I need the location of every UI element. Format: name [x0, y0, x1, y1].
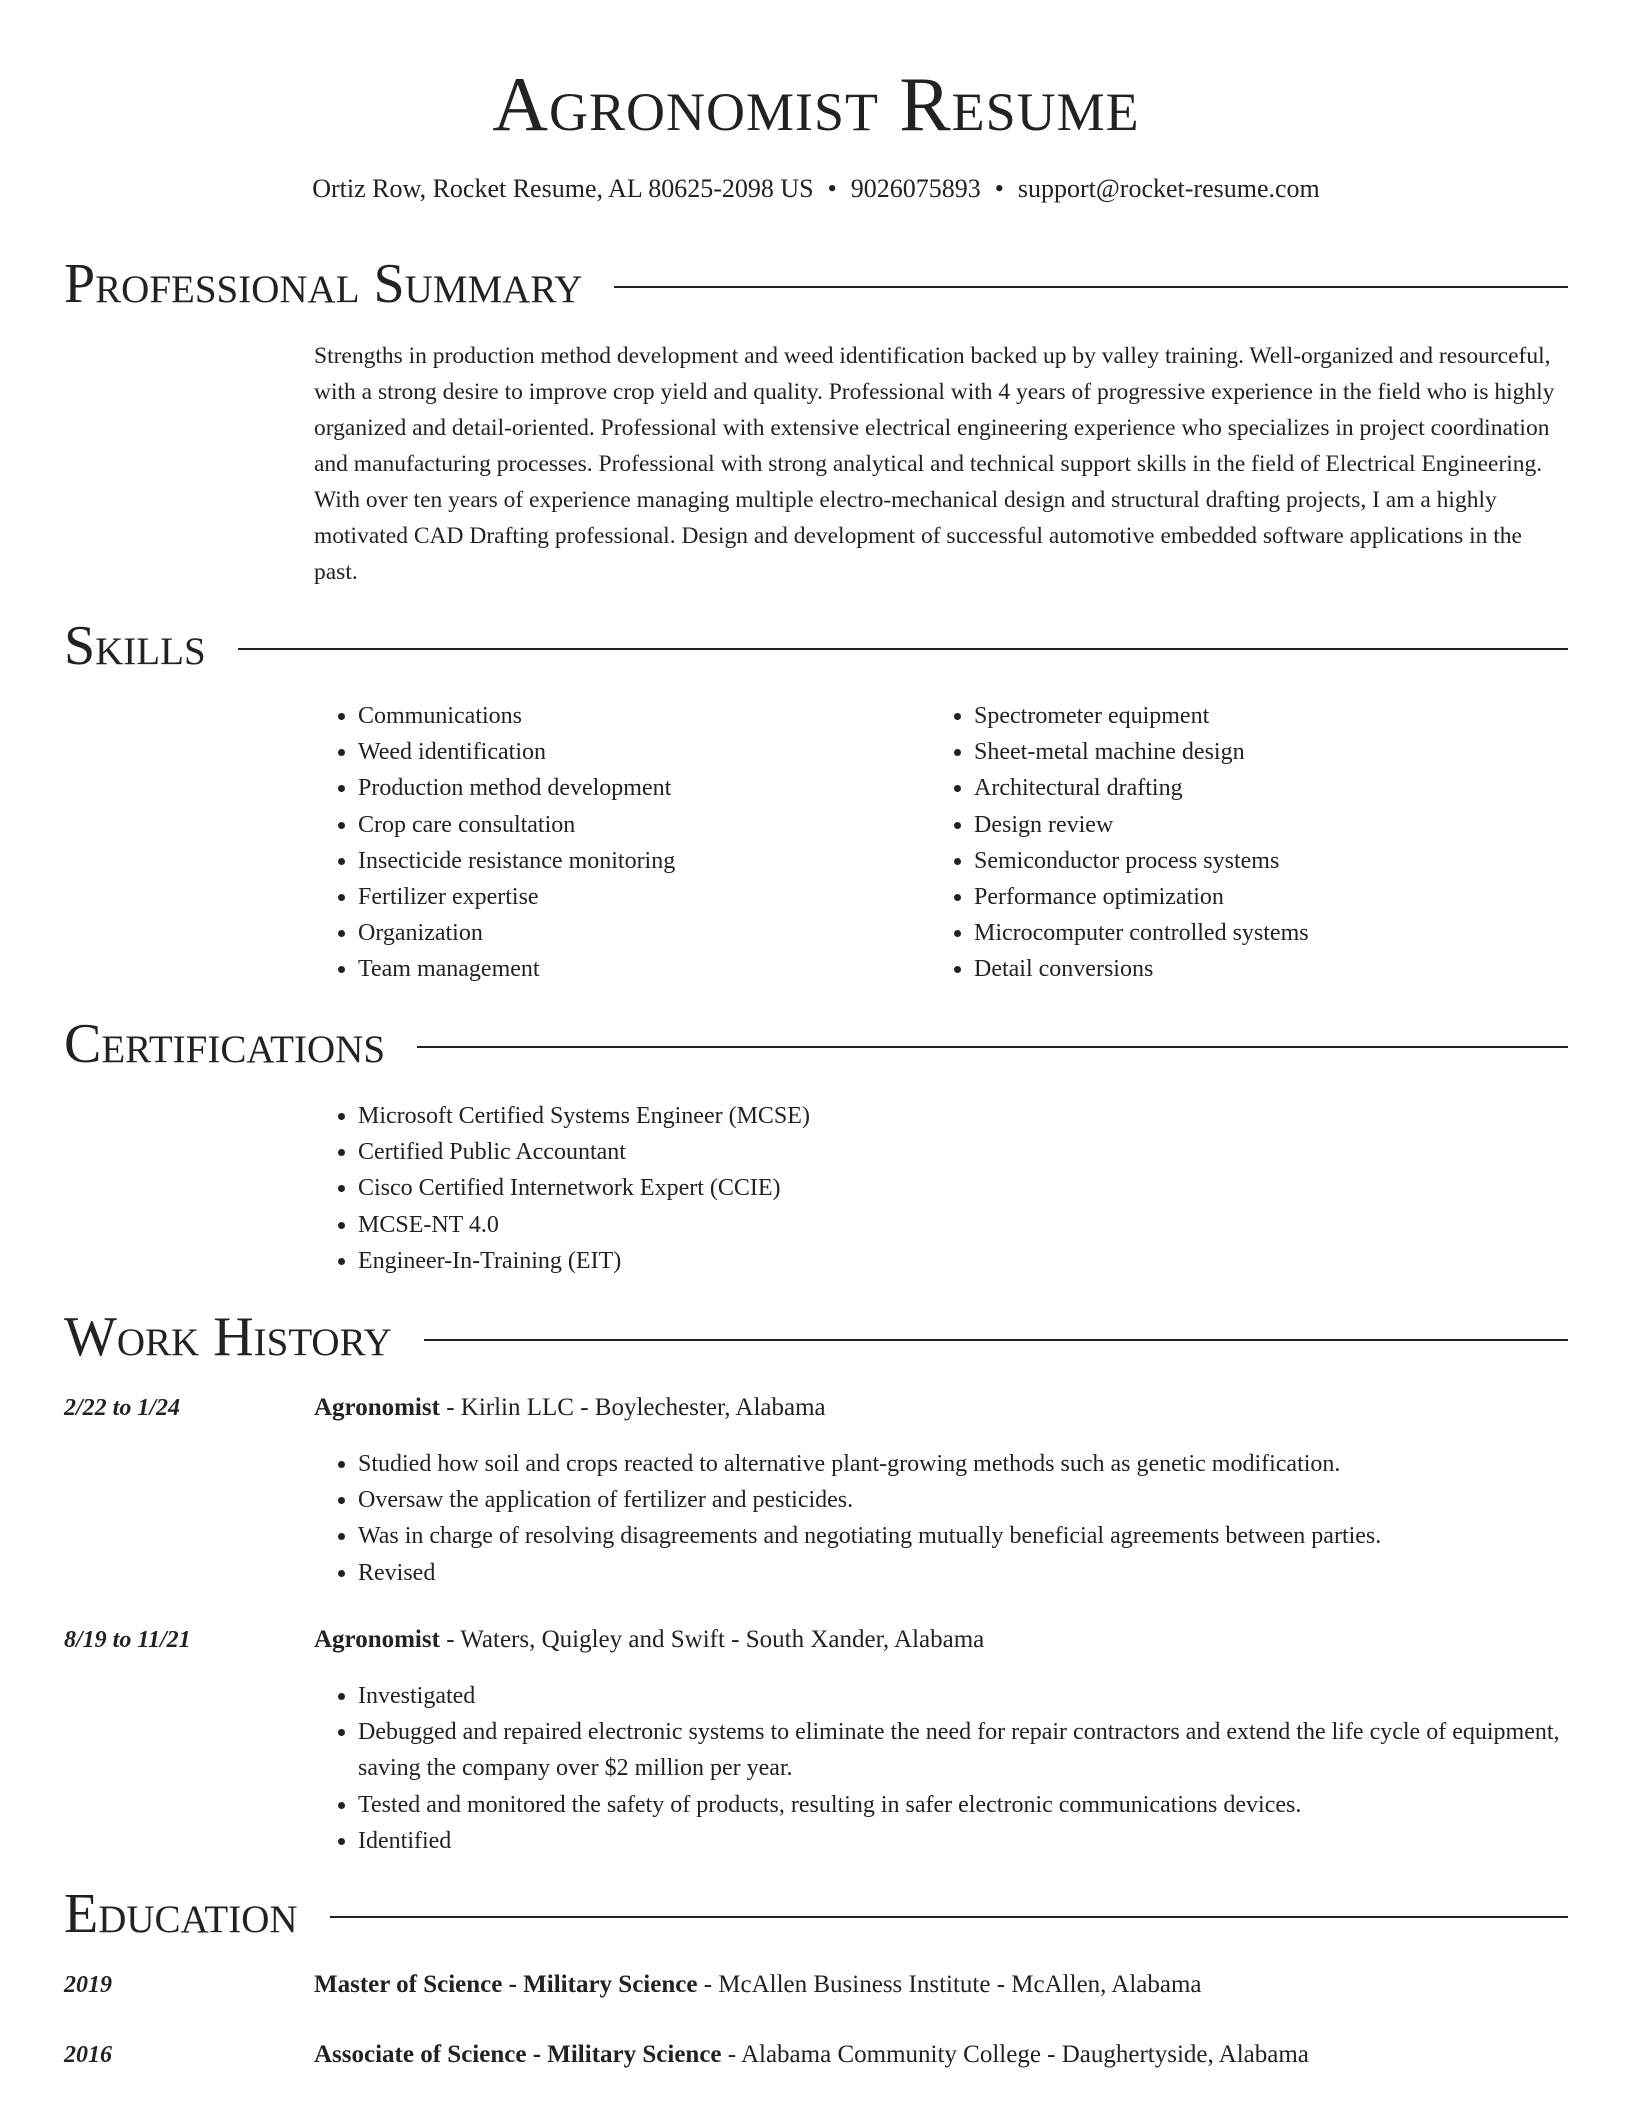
job-bullet: • Oversaw the application of fertilizer and pesticides. [358, 1482, 1568, 1518]
job-title-line [314, 1626, 984, 1654]
skills-left-column [314, 698, 914, 988]
certification-item: • Engineer-In-Training (EIT) [358, 1243, 1568, 1279]
certification-item: • Cisco Certified Internetwork Expert (CCIE) [358, 1170, 1568, 1206]
education-year: 2019 [64, 1972, 112, 1998]
certification-item: • Microsoft Certified Systems Engineer (MCSE) [358, 1098, 1568, 1134]
section-divider [330, 1916, 1568, 1918]
contact-address: Ortiz Row, Rocket Resume, AL 80625-2098 US [312, 174, 814, 203]
contact-separator: • [827, 174, 837, 203]
skills-heading: Skills [64, 615, 206, 677]
skill-item: • Fertilizer expertise [358, 879, 914, 915]
education-year: 2016 [64, 2042, 112, 2068]
job-dates: 8/19 to 11/21 [64, 1627, 191, 1653]
job-dates: 2/22 to 1/24 [64, 1395, 181, 1421]
work-section-header [64, 1305, 1568, 1369]
job-title-line [314, 1394, 826, 1422]
certification-item: • MCSE-NT 4.0 [358, 1207, 1568, 1243]
skill-item: • Spectrometer equipment [974, 698, 1530, 734]
education-entry [314, 1971, 1202, 1999]
skill-item: • Microcomputer controlled systems [974, 915, 1530, 951]
section-divider [424, 1339, 1568, 1341]
work-heading: Work History [64, 1306, 392, 1368]
education-degree: Master of Science - Military Science [314, 1971, 698, 1998]
section-divider [238, 648, 1568, 650]
job-title: Agronomist [314, 1394, 440, 1421]
contact-email: support@rocket-resume.com [1017, 174, 1320, 203]
summary-section-header [64, 252, 1568, 316]
skill-item: • Design review [974, 807, 1530, 843]
section-divider [417, 1046, 1568, 1048]
job-bullets [314, 1678, 1568, 1859]
skill-item: • Sheet-metal machine design [974, 734, 1530, 770]
skill-item: • Team management [358, 951, 914, 987]
job-bullet: • Was in charge of resolving disagreements and negotiating mutually beneficial agreements between parties. [358, 1518, 1568, 1554]
skill-item: • Crop care consultation [358, 807, 914, 843]
resume-page [64, 0, 1568, 2112]
summary-text: Strengths in production method development and weed identification backed up by valley training. Well-organized and resourceful, with a strong desire to improve crop yield and quality. Professional with 4 years of progressive experience in the field who is highly organized and detail-oriented. Professional with extensive electrical engineering experience who specializes in project coordination and manufacturing processes. Professional with strong analytical and technical support skills in the field of Electrical Engineering. With over ten years of experience managing multiple electro-mechanical design and structural drafting projects, I am a highly motivated CAD Drafting professional. Design and development of successful automotive embedded software applications in the past. [314, 343, 1555, 585]
skill-item: • Insecticide resistance monitoring [358, 843, 914, 879]
education-section-header [64, 1882, 1568, 1946]
contact-phone: 9026075893 [850, 174, 981, 203]
job-bullets [314, 1446, 1568, 1591]
job-bullet: • Studied how soil and crops reacted to alternative plant-growing methods such as genetic modification. [358, 1446, 1568, 1482]
job-bullet: • Identified [358, 1823, 1568, 1859]
skill-item: • Organization [358, 915, 914, 951]
skill-item: • Performance optimization [974, 879, 1530, 915]
certifications-heading: Certifications [64, 1013, 386, 1075]
certifications-list [314, 1098, 1568, 1279]
summary-heading: Professional Summary [64, 253, 583, 315]
job-title: Agronomist [314, 1626, 440, 1653]
skill-item: • Production method development [358, 770, 914, 806]
skill-item: • Communications [358, 698, 914, 734]
job-employer: - Kirlin LLC - Boylechester, Alabama [439, 1394, 826, 1421]
contact-line [64, 174, 1568, 204]
skills-section-header [64, 614, 1568, 678]
section-divider [614, 286, 1568, 288]
job-bullet: • Investigated [358, 1678, 1568, 1714]
resume-title: Agronomist Resume [492, 61, 1140, 147]
job-employer: - Waters, Quigley and Swift - South Xander, Alabama [439, 1626, 985, 1653]
education-school: - McAllen Business Institute - McAllen, Alabama [697, 1971, 1202, 1998]
certification-item: • Certified Public Accountant [358, 1134, 1568, 1170]
job-bullet: • Debugged and repaired electronic systems to eliminate the need for repair contractors and extend the life cycle of equipment, saving the company over $2 million per year. [358, 1714, 1568, 1786]
contact-separator: • [994, 174, 1004, 203]
skill-item: • Architectural drafting [974, 770, 1530, 806]
skill-item: • Detail conversions [974, 951, 1530, 987]
job-bullet: • Revised [358, 1555, 1568, 1591]
skill-item: • Semiconductor process systems [974, 843, 1530, 879]
education-entry [314, 2041, 1309, 2069]
job-bullet: • Tested and monitored the safety of products, resulting in safer electronic communications devices. [358, 1787, 1568, 1823]
certifications-section-header [64, 1012, 1568, 1076]
education-heading: Education [64, 1883, 298, 1945]
skills-right-column [930, 698, 1530, 988]
skill-item: • Weed identification [358, 734, 914, 770]
education-degree: Associate of Science - Military Science [314, 2041, 722, 2068]
education-school: - Alabama Community College - Daughertyside, Alabama [721, 2041, 1309, 2068]
